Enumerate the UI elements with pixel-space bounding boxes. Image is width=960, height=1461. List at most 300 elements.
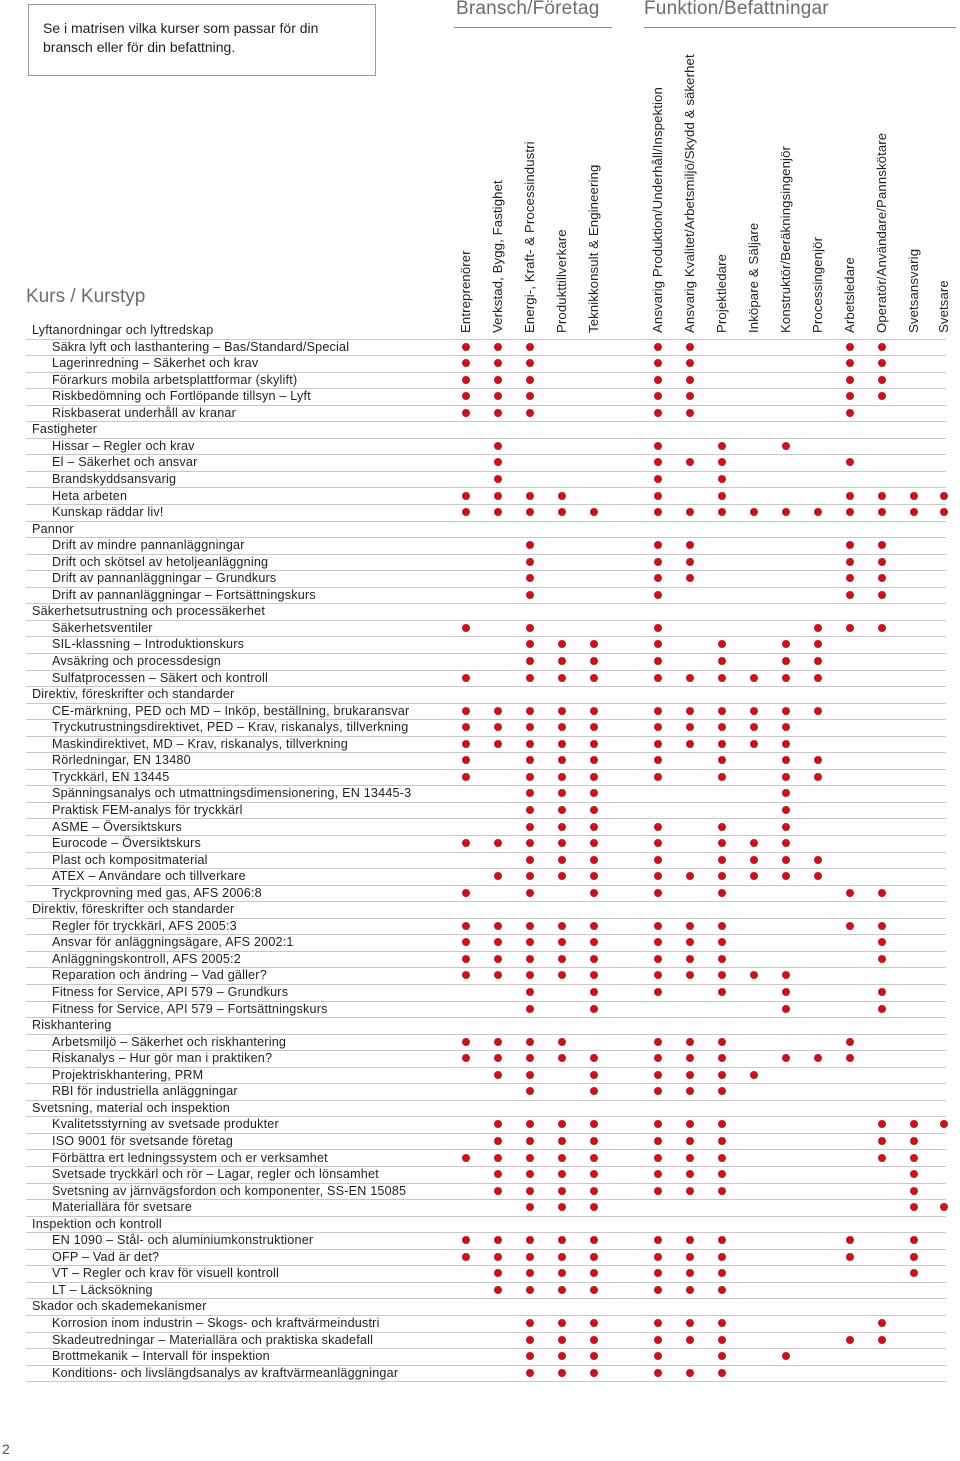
match-dot (878, 343, 886, 351)
match-dot (526, 343, 534, 351)
match-dot (782, 806, 790, 814)
course-row (26, 1116, 946, 1134)
match-dot (718, 1137, 726, 1145)
match-dot (526, 806, 534, 814)
column-header-label: Svetsansvarig (906, 248, 921, 333)
section-label: Direktiv, föreskrifter och standarder (32, 902, 235, 917)
match-dot (846, 392, 854, 400)
match-dot (686, 343, 694, 351)
match-dot (846, 492, 854, 500)
match-dot (462, 508, 470, 516)
match-dot (462, 624, 470, 632)
match-dot (654, 889, 662, 897)
match-dot (526, 591, 534, 599)
match-dot (718, 1236, 726, 1244)
match-dot (686, 574, 694, 582)
course-row (26, 372, 946, 390)
match-dot (814, 872, 822, 880)
match-dot (782, 1352, 790, 1360)
match-dot (654, 938, 662, 946)
match-dot (462, 343, 470, 351)
match-dot (718, 1319, 726, 1327)
match-dot (462, 1236, 470, 1244)
match-dot (686, 674, 694, 682)
match-dot (846, 508, 854, 516)
course-row (26, 405, 946, 423)
match-dot (590, 1137, 598, 1145)
match-dot (654, 1170, 662, 1178)
match-dot (590, 955, 598, 963)
match-dot (462, 707, 470, 715)
course-label: Drift av pannanläggningar – Fortsättningskurs (52, 587, 316, 602)
match-dot (494, 508, 502, 516)
match-dot (910, 1154, 918, 1162)
match-dot (558, 756, 566, 764)
match-dot (750, 1071, 758, 1079)
match-dot (846, 359, 854, 367)
match-dot (526, 1054, 534, 1062)
match-dot (814, 707, 822, 715)
course-row (26, 802, 946, 820)
match-dot (526, 1369, 534, 1377)
course-label: Lagerinredning – Säkerhet och krav (52, 356, 259, 371)
kurs-title: Kurs / Kurstyp (26, 286, 146, 307)
course-row (26, 1050, 946, 1068)
match-dot (686, 938, 694, 946)
match-dot (814, 508, 822, 516)
match-dot (846, 1038, 854, 1046)
match-dot (654, 624, 662, 632)
course-row (26, 570, 946, 588)
section-row (26, 1017, 946, 1035)
course-row (26, 537, 946, 555)
match-dot (590, 508, 598, 516)
course-row (26, 1166, 946, 1184)
match-dot (878, 955, 886, 963)
match-dot (590, 1253, 598, 1261)
match-dot (718, 1071, 726, 1079)
match-dot (526, 376, 534, 384)
match-dot (526, 1187, 534, 1195)
match-dot (494, 343, 502, 351)
match-dot (814, 773, 822, 781)
match-dot (654, 856, 662, 864)
match-dot (654, 674, 662, 682)
section-row (26, 1216, 946, 1234)
match-dot (494, 922, 502, 930)
match-dot (750, 971, 758, 979)
match-dot (654, 1319, 662, 1327)
course-row (26, 819, 946, 837)
match-dot (462, 392, 470, 400)
match-dot (558, 707, 566, 715)
match-dot (558, 508, 566, 516)
column-header-label: Produkttillverkare (554, 229, 569, 333)
match-dot (558, 492, 566, 500)
match-dot (846, 541, 854, 549)
match-dot (718, 1170, 726, 1178)
match-dot (814, 624, 822, 632)
match-dot (878, 1137, 886, 1145)
match-dot (718, 856, 726, 864)
course-label: Maskindirektivet, MD – Krav, riskanalys, tillverkning (52, 736, 348, 751)
match-dot (814, 756, 822, 764)
match-dot (654, 343, 662, 351)
group-rule-funktion (644, 27, 956, 28)
match-dot (654, 707, 662, 715)
course-row (26, 885, 946, 903)
course-label: Tryckprovning med gas, AFS 2006:8 (52, 885, 262, 900)
match-dot (558, 773, 566, 781)
match-dot (654, 839, 662, 847)
match-dot (718, 640, 726, 648)
match-dot (814, 1054, 822, 1062)
match-dot (686, 409, 694, 417)
match-dot (878, 1319, 886, 1327)
section-label: Fastigheter (32, 422, 98, 437)
match-dot (558, 1038, 566, 1046)
match-dot (494, 1137, 502, 1145)
match-dot (526, 1352, 534, 1360)
match-dot (526, 1336, 534, 1344)
match-dot (718, 1087, 726, 1095)
match-dot (654, 823, 662, 831)
course-row (26, 785, 946, 803)
match-dot (846, 558, 854, 566)
match-dot (686, 740, 694, 748)
match-dot (526, 1203, 534, 1211)
match-dot (718, 773, 726, 781)
column-header-label: Konstruktör/Beräkningsingenjör (778, 146, 793, 333)
match-dot (782, 823, 790, 831)
match-dot (590, 1071, 598, 1079)
match-dot (686, 955, 694, 963)
match-dot (782, 508, 790, 516)
match-dot (878, 591, 886, 599)
section-label: Skador och skademekanismer (32, 1299, 207, 1314)
course-label: Brandskyddsansvarig (52, 471, 177, 486)
course-row (26, 951, 946, 969)
section-row (26, 521, 946, 539)
match-dot (494, 1269, 502, 1277)
course-label: Kvalitetsstyrning av svetsade produkter (52, 1117, 279, 1132)
match-dot (940, 1120, 948, 1128)
match-dot (686, 359, 694, 367)
course-row (26, 587, 946, 605)
course-row (26, 653, 946, 671)
course-row (26, 620, 946, 638)
match-dot (526, 856, 534, 864)
match-dot (686, 458, 694, 466)
match-dot (494, 392, 502, 400)
course-label: Eurocode – Översiktskurs (52, 836, 201, 851)
section-label: Pannor (32, 521, 74, 536)
match-dot (718, 938, 726, 946)
match-dot (878, 922, 886, 930)
match-dot (590, 1005, 598, 1013)
match-dot (782, 789, 790, 797)
match-dot (526, 938, 534, 946)
match-dot (686, 1319, 694, 1327)
match-dot (590, 839, 598, 847)
section-label: Säkerhetsutrustning och processäkerhet (32, 604, 266, 619)
match-dot (750, 707, 758, 715)
match-dot (718, 657, 726, 665)
course-row (26, 1199, 946, 1217)
match-dot (462, 359, 470, 367)
course-label: Korrosion inom industrin – Skogs- och kraftvärmeindustri (52, 1316, 380, 1330)
match-dot (718, 889, 726, 897)
match-dot (462, 1253, 470, 1261)
course-label: Heta arbeten (52, 488, 128, 503)
group-rule-bransch (454, 27, 612, 28)
match-dot (654, 409, 662, 417)
course-row (26, 918, 946, 936)
match-dot (718, 971, 726, 979)
match-dot (718, 1054, 726, 1062)
match-dot (654, 1286, 662, 1294)
match-dot (526, 1319, 534, 1327)
match-dot (686, 872, 694, 880)
match-dot (590, 1054, 598, 1062)
course-label: Praktisk FEM-analys för tryckkärl (52, 802, 243, 817)
course-label: Fitness for Service, API 579 – Fortsättningskurs (52, 1001, 328, 1016)
column-header-label: Ansvarig Kvalitet/Arbetsmiljö/Skydd & säkerhet (682, 54, 697, 333)
match-dot (910, 1269, 918, 1277)
column-header-label: Energi-, Kraft- & Processindustri (522, 141, 537, 333)
match-dot (590, 938, 598, 946)
match-dot (558, 856, 566, 864)
course-row (26, 1067, 946, 1085)
match-dot (782, 740, 790, 748)
match-dot (494, 359, 502, 367)
course-label: Kunskap räddar liv! (52, 505, 164, 520)
match-dot (526, 872, 534, 880)
match-dot (526, 1253, 534, 1261)
section-label: Inspektion och kontroll (32, 1216, 162, 1231)
match-dot (462, 723, 470, 731)
match-dot (910, 1137, 918, 1145)
course-label: Regler för tryckkärl, AFS 2005:3 (52, 918, 237, 933)
course-label: Riskbedömning och Fortlöpande tillsyn – Lyft (52, 389, 311, 404)
match-dot (558, 1319, 566, 1327)
match-dot (494, 458, 502, 466)
course-row (26, 636, 946, 654)
match-dot (878, 492, 886, 500)
section-label: Lyftanordningar och lyftredskap (32, 323, 214, 337)
match-dot (558, 740, 566, 748)
match-dot (462, 1054, 470, 1062)
match-dot (686, 707, 694, 715)
match-dot (686, 1054, 694, 1062)
match-dot (718, 723, 726, 731)
course-label: LT – Läcksökning (52, 1282, 153, 1297)
match-dot (686, 1071, 694, 1079)
match-dot (718, 756, 726, 764)
match-dot (494, 1154, 502, 1162)
match-dot (494, 376, 502, 384)
match-dot (878, 624, 886, 632)
course-label: Avsäkring och processdesign (52, 654, 221, 668)
match-dot (494, 740, 502, 748)
match-dot (462, 756, 470, 764)
match-dot (558, 955, 566, 963)
match-dot (494, 938, 502, 946)
match-dot (686, 1087, 694, 1095)
match-dot (526, 707, 534, 715)
section-label: Riskhantering (32, 1018, 112, 1033)
match-dot (462, 922, 470, 930)
match-dot (878, 558, 886, 566)
course-row (26, 1249, 946, 1267)
course-row (26, 1183, 946, 1201)
match-dot (526, 823, 534, 831)
match-dot (558, 1170, 566, 1178)
course-row (26, 835, 946, 853)
match-dot (526, 922, 534, 930)
match-dot (654, 1269, 662, 1277)
match-dot (494, 442, 502, 450)
course-row (26, 752, 946, 770)
match-dot (526, 1269, 534, 1277)
match-dot (878, 359, 886, 367)
match-dot (462, 409, 470, 417)
course-label: Projektriskhantering, PRM (52, 1067, 204, 1082)
match-dot (558, 1203, 566, 1211)
match-dot (782, 856, 790, 864)
match-dot (814, 640, 822, 648)
column-header-label: Entreprenörer (458, 250, 473, 333)
match-dot (654, 458, 662, 466)
match-dot (526, 1087, 534, 1095)
match-dot (782, 839, 790, 847)
match-dot (718, 442, 726, 450)
match-dot (654, 558, 662, 566)
match-dot (558, 872, 566, 880)
match-dot (750, 839, 758, 847)
match-dot (878, 1154, 886, 1162)
course-label: Skadeutredningar – Materiallära och praktiska skadefall (52, 1332, 374, 1347)
match-dot (846, 1054, 854, 1062)
match-dot (462, 1154, 470, 1162)
match-dot (782, 988, 790, 996)
match-dot (526, 773, 534, 781)
match-dot (846, 1236, 854, 1244)
match-dot (526, 1005, 534, 1013)
section-row (26, 1100, 946, 1118)
column-header-label: Processingenjör (810, 236, 825, 333)
column-header-label: Operatör/Användare/Pannskötare (874, 132, 889, 333)
match-dot (590, 1087, 598, 1095)
course-row (26, 934, 946, 952)
match-dot (782, 723, 790, 731)
match-dot (494, 872, 502, 880)
course-label: Plast och kompositmaterial (52, 852, 208, 867)
match-dot (718, 1269, 726, 1277)
match-dot (686, 1269, 694, 1277)
match-dot (558, 1137, 566, 1145)
match-dot (494, 1236, 502, 1244)
match-dot (590, 856, 598, 864)
match-dot (782, 971, 790, 979)
match-dot (526, 988, 534, 996)
course-label: Hissar – Regler och krav (52, 438, 195, 453)
match-dot (718, 1253, 726, 1261)
match-dot (494, 723, 502, 731)
match-dot (462, 971, 470, 979)
match-dot (462, 376, 470, 384)
group-title-bransch: Bransch/Företag (456, 0, 600, 19)
match-dot (590, 657, 598, 665)
course-row (26, 670, 946, 688)
column-header-label: Svetsare (936, 280, 951, 333)
match-dot (558, 674, 566, 682)
match-dot (846, 889, 854, 897)
match-dot (654, 475, 662, 483)
course-row (26, 967, 946, 985)
match-dot (654, 1369, 662, 1377)
match-dot (846, 591, 854, 599)
course-row (26, 1365, 946, 1383)
match-dot (846, 1336, 854, 1344)
course-label: Drift av pannanläggningar – Grundkurs (52, 571, 277, 586)
match-dot (718, 508, 726, 516)
course-label: ISO 9001 för svetsande företag (52, 1133, 234, 1148)
match-dot (846, 458, 854, 466)
column-header-label: Ansvarig Produktion/Underhåll/Inspektion (650, 87, 665, 333)
match-dot (910, 492, 918, 500)
match-dot (654, 955, 662, 963)
match-dot (558, 938, 566, 946)
match-dot (718, 1336, 726, 1344)
match-dot (558, 1286, 566, 1294)
page-number: 2 (2, 1441, 10, 1457)
course-row (26, 769, 946, 787)
group-title-funktion: Funktion/Befattningar (644, 0, 829, 19)
match-dot (750, 508, 758, 516)
section-row (26, 686, 946, 704)
match-dot (878, 392, 886, 400)
match-dot (718, 1187, 726, 1195)
course-label: Riskanalys – Hur gör man i praktiken? (52, 1051, 273, 1066)
match-dot (526, 1236, 534, 1244)
match-dot (654, 442, 662, 450)
match-dot (654, 740, 662, 748)
course-label: SIL-klassning – Introduktionskurs (52, 637, 245, 652)
column-header-label: Verkstad, Bygg, Fastighet (490, 180, 505, 333)
match-dot (846, 922, 854, 930)
match-dot (846, 624, 854, 632)
course-label: Säkerhetsventiler (52, 620, 153, 635)
course-label: OFP – Vad är det? (52, 1249, 160, 1264)
match-dot (846, 376, 854, 384)
match-dot (782, 1054, 790, 1062)
match-dot (590, 1187, 598, 1195)
match-dot (654, 756, 662, 764)
match-dot (558, 640, 566, 648)
match-dot (846, 1253, 854, 1261)
match-dot (654, 1120, 662, 1128)
course-label: RBI för industriella anläggningar (52, 1084, 238, 1099)
column-header-label: Inköpare & Säljare (746, 222, 761, 333)
match-dot (462, 955, 470, 963)
match-dot (718, 674, 726, 682)
course-label: Förbättra ert ledningssystem och er verksamhet (52, 1150, 328, 1165)
match-dot (558, 971, 566, 979)
match-dot (654, 591, 662, 599)
match-dot (590, 1269, 598, 1277)
match-dot (686, 922, 694, 930)
